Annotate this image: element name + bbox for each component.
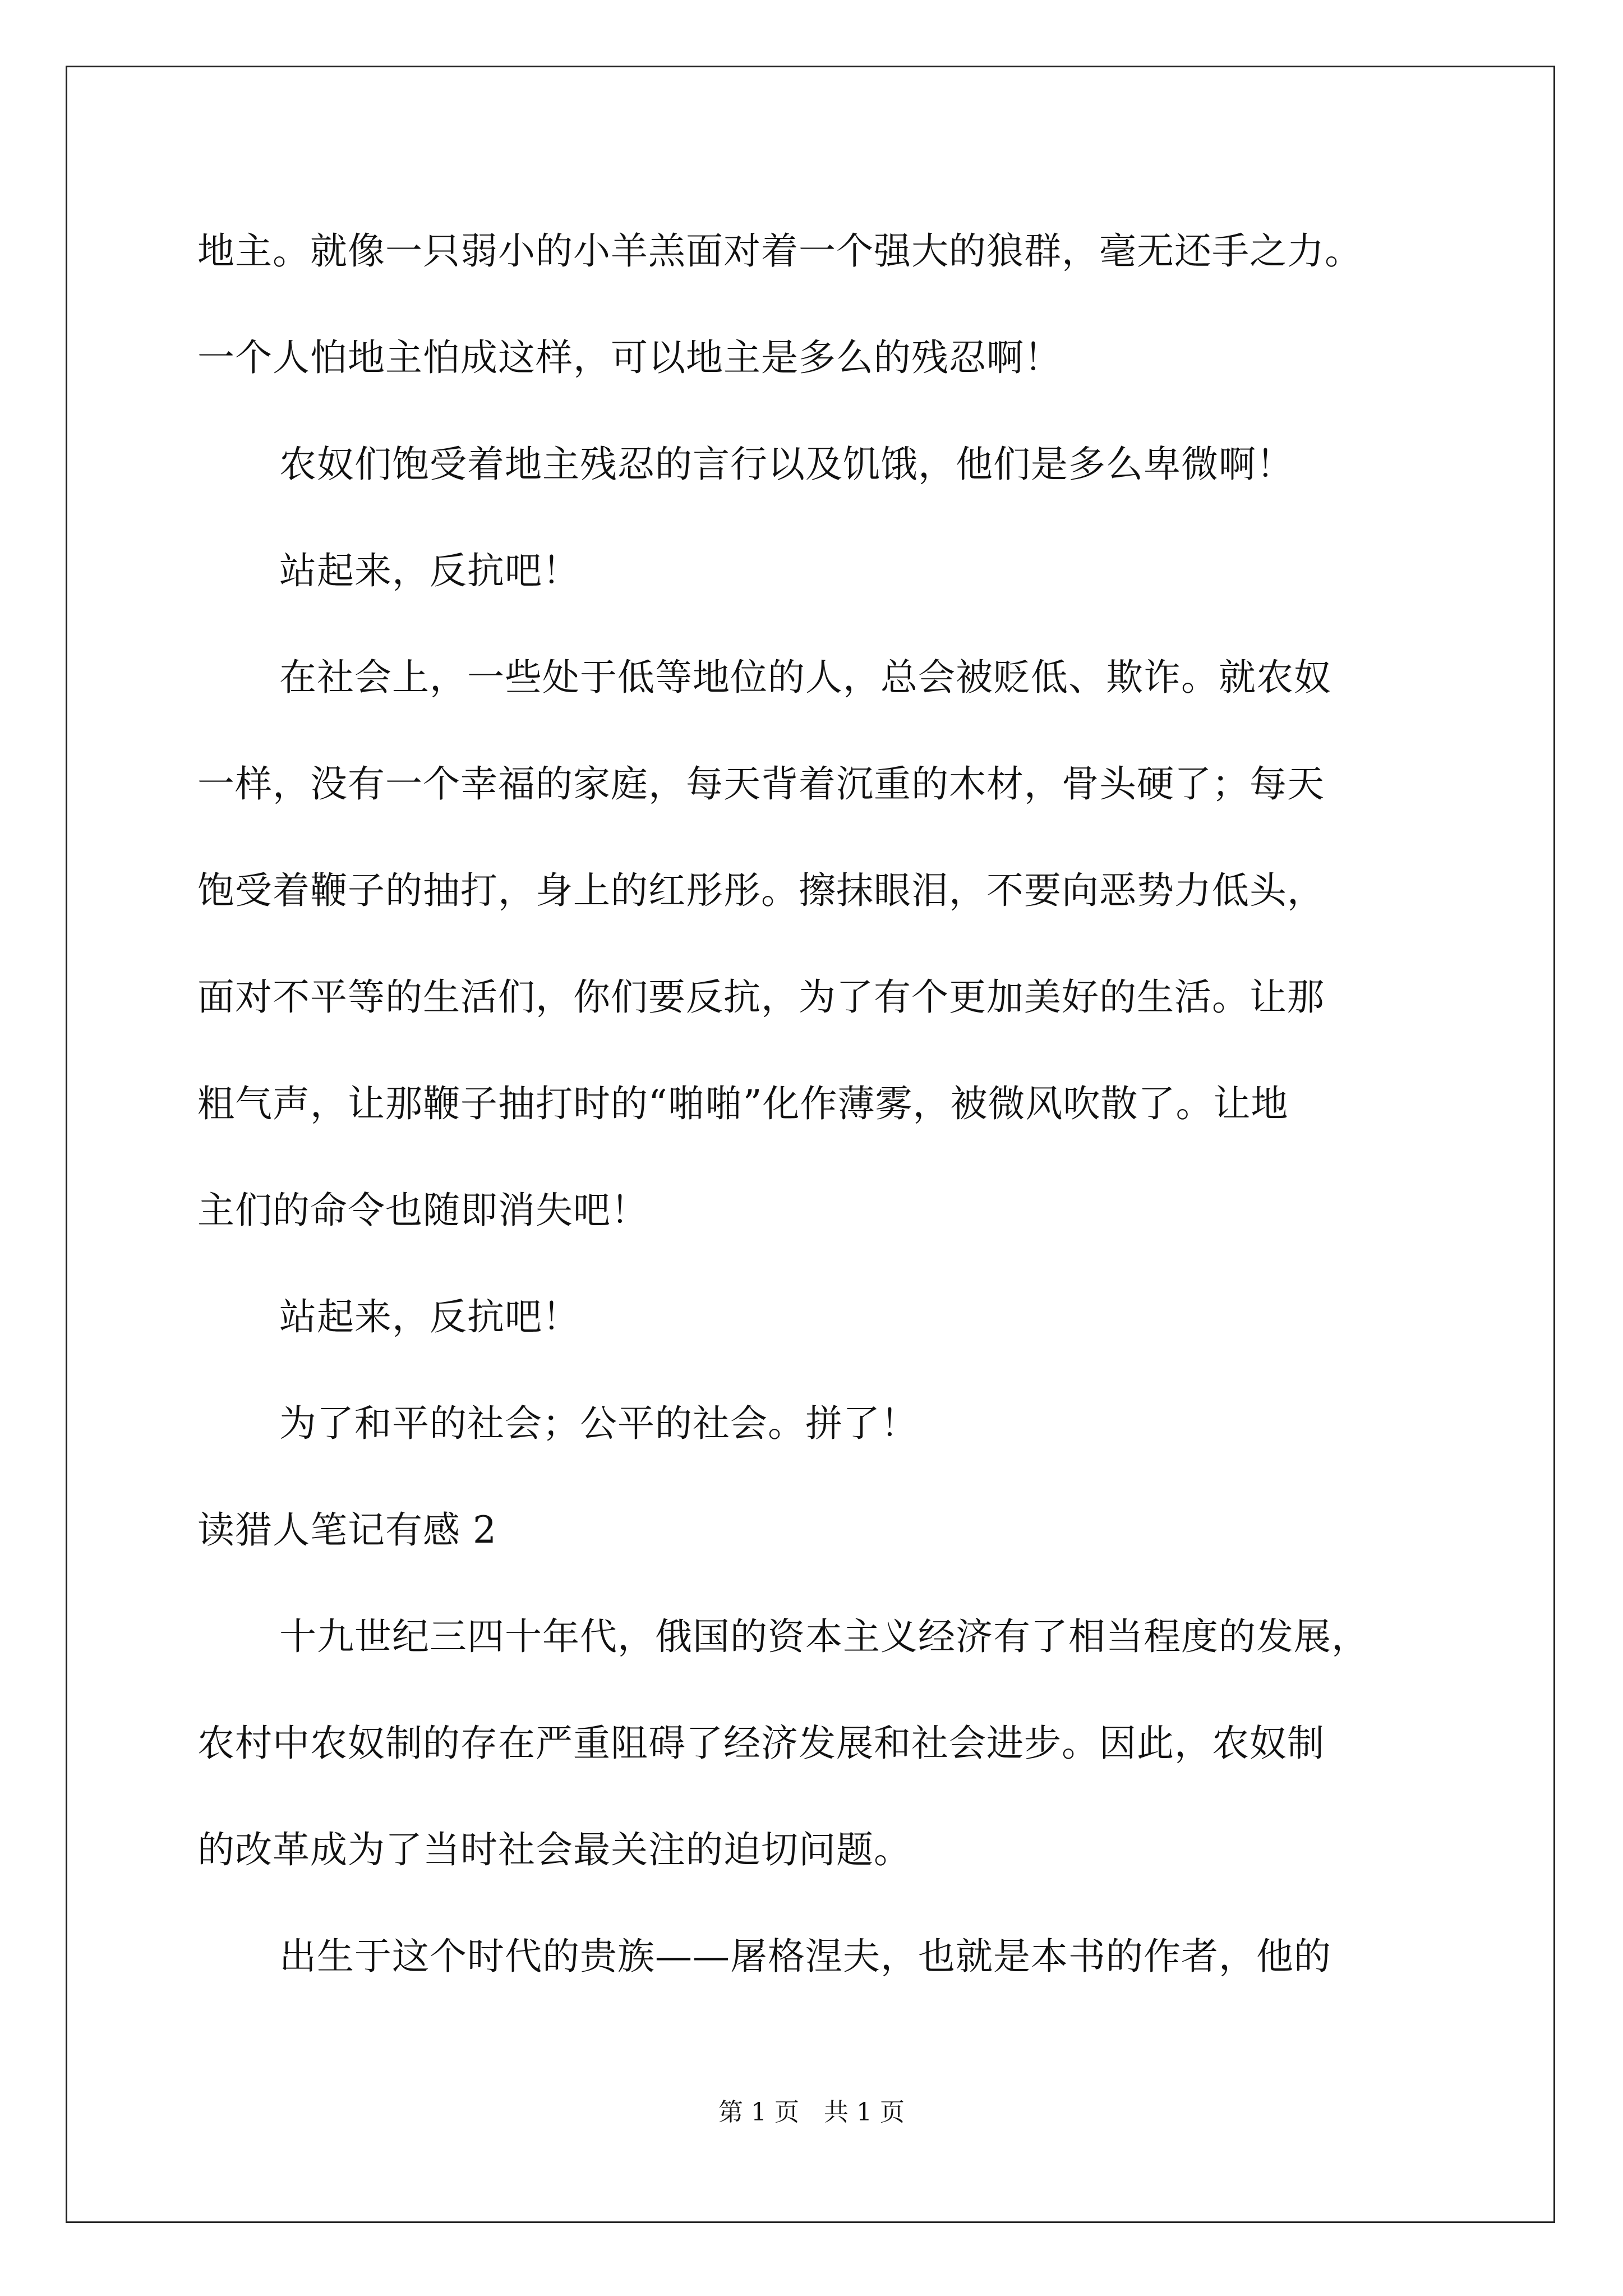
- text-line: 在社会上，一些处于低等地位的人，总会被贬低、欺诈。就农奴: [279, 656, 1331, 699]
- text-line: 一样，没有一个幸福的家庭，每天背着沉重的木材，骨头硬了；每天: [197, 762, 1325, 806]
- text-line: 站起来，反抗吧！: [279, 1295, 580, 1338]
- text-line: 农奴们饱受着地主残忍的言行以及饥饿，他们是多么卑微啊！: [279, 443, 1294, 486]
- text-line: 饱受着鞭子的抽打，身上的红彤彤。擦抹眼泪，不要向恶势力低头，: [197, 869, 1325, 912]
- section-heading: 读猎人笔记有感 2: [197, 1508, 497, 1552]
- text-line: 十九世纪三四十年代，俄国的资本主义经济有了相当程度的发展，: [279, 1615, 1369, 1658]
- text-line: 主们的命令也随即消失吧！: [197, 1189, 648, 1232]
- text-line: 地主。就像一只弱小的小羊羔面对着一个强大的狼群，毫无还手之力。: [197, 229, 1362, 273]
- text-line: 一个人怕地主怕成这样，可以地主是多么的残忍啊！: [197, 336, 1062, 379]
- page-footer: 第 1 页 共 1 页: [718, 2098, 905, 2127]
- text-line: 面对不平等的生活们，你们要反抗，为了有个更加美好的生活。让那: [197, 976, 1325, 1019]
- document-body: [197, 218, 1454, 2030]
- text-line: 的改革成为了当时社会最关注的迫切问题。: [197, 1828, 911, 1871]
- text-line: 站起来，反抗吧！: [279, 549, 580, 592]
- text-line: 粗气声，让那鞭子抽打时的“啪啪”化作薄雾，被微风吹散了。让地: [197, 1082, 1289, 1125]
- text-line: 为了和平的社会；公平的社会。拼了！: [279, 1402, 918, 1445]
- text-line: 农村中农奴制的存在严重阻碍了经济发展和社会进步。因此，农奴制: [197, 1722, 1325, 1765]
- text-line: 出生于这个时代的贵族——屠格涅夫，也就是本书的作者，他的: [279, 1935, 1331, 1978]
